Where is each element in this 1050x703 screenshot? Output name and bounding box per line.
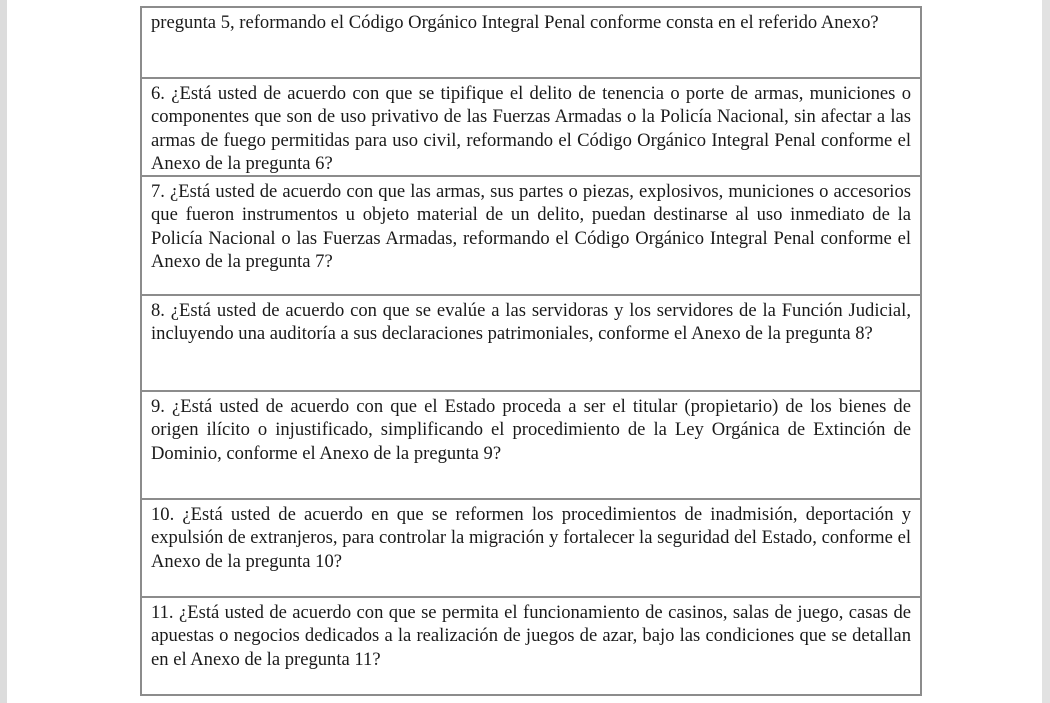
table-row	[141, 7, 921, 78]
table-row	[141, 499, 921, 597]
table-row	[141, 78, 921, 176]
question-9: 9. ¿Está usted de acuerdo con que el Estado proceda a ser el titular (propietario) de los bienes de origen ilícito o injustificado, simplificando el procedimiento de la Ley Orgánica de Extinción de Dominio, conforme el Anexo de la pregunta 9?	[141, 391, 921, 499]
question-6: 6. ¿Está usted de acuerdo con que se tipifique el delito de tenencia o porte de armas, municiones o componentes que son de uso privativo de las Fuerzas Armadas o la Policía Nacional, sin afectar a las armas de fuego permitidas para uso civil, reformando el Código Orgánico Integral Penal conforme el Anexo de la pregunta 6?	[141, 78, 921, 176]
table-row	[141, 176, 921, 295]
question-5-continuation: pregunta 5, reformando el Código Orgánico Integral Penal conforme consta en el referido Anexo?	[141, 7, 921, 78]
question-10: 10. ¿Está usted de acuerdo en que se reformen los procedimientos de inadmisión, deportación y expulsión de extranjeros, para controlar la migración y fortalecer la seguridad del Estado, conforme el Anexo de la pregunta 10?	[141, 499, 921, 597]
questions-table	[140, 6, 922, 696]
question-8: 8. ¿Está usted de acuerdo con que se evalúe a las servidoras y los servidores de la Función Judicial, incluyendo una auditoría a sus declaraciones patrimoniales, conforme el Anexo de la pregunta 8?	[141, 295, 921, 391]
table-row	[141, 597, 921, 695]
table-row	[141, 391, 921, 499]
table-row	[141, 295, 921, 391]
page-edge-right	[1042, 0, 1050, 703]
question-7: 7. ¿Está usted de acuerdo con que las armas, sus partes o piezas, explosivos, municiones o accesorios que fueron instrumentos u objeto material de un delito, puedan destinarse al uso inmediato de la Policía Nacional o las Fuerzas Armadas, reformando el Código Orgánico Integral Penal conforme el Anexo de la pregunta 7?	[141, 176, 921, 295]
page-edge-left	[0, 0, 7, 703]
question-11: 11. ¿Está usted de acuerdo con que se permita el funcionamiento de casinos, salas de juego, casas de apuestas o negocios dedicados a la realización de juegos de azar, bajo las condiciones que se detallan en el Anexo de la pregunta 11?	[141, 597, 921, 695]
